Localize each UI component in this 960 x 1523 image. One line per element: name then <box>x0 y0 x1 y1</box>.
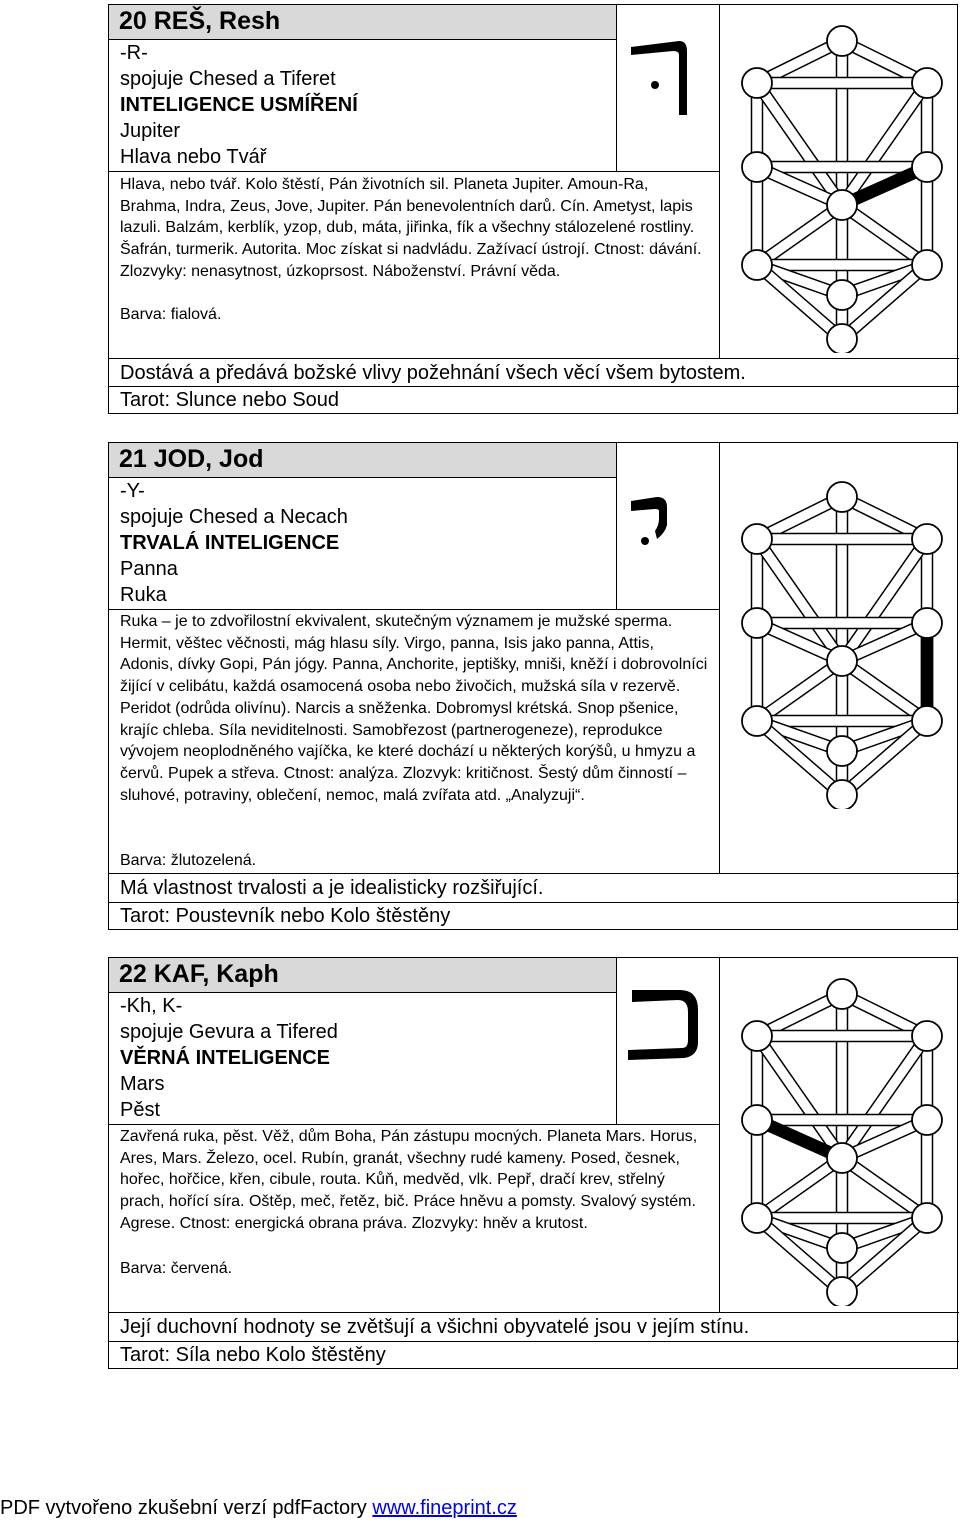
description: Hlava, nebo tvář. Kolo štěstí, Pán životních sil. Planeta Jupiter. Amoun-Ra, Brahma, Indra, Zeus, Jove, Jupiter. Pán benevolentních darů. Cín. Ametyst, lapis lazuli. Balzám, kerblík, yzop, dub, máta, jiřinka, fík a všechny stálozelené rostliny. Šafrán, turmerik. Autorita. Moc získat si nadvládu. Zažívací ústrojí. Ctnost: dávání. Zlozvyky: nenasytnost, úzkoprsost. Náboženství. Právní věda. <box>120 176 702 280</box>
divider <box>109 39 616 40</box>
divider <box>616 443 617 609</box>
tarot-text: Tarot: Poustevník nebo Kolo štěstěny <box>120 905 451 927</box>
divider <box>109 1312 959 1313</box>
tree-of-life-path-chesed-tiferet-icon <box>731 13 953 353</box>
entry-jod <box>108 442 958 930</box>
entry-heading: 20 REŠ, Resh <box>109 5 616 39</box>
hebrew-letter-yod-icon <box>625 491 675 551</box>
intelligence-title: INTELIGENCE USMÍŘENÍ <box>120 94 358 116</box>
divider <box>109 358 959 359</box>
color-text: Barva: červená. <box>120 1260 233 1277</box>
hebrew-letter-resh-icon <box>627 33 691 117</box>
hebrew-letter-kaph-icon <box>624 984 704 1070</box>
transliteration: -Kh, K- <box>120 995 183 1017</box>
transliteration: -R- <box>120 42 148 64</box>
pdf-footer <box>0 1494 517 1522</box>
divider <box>616 5 617 171</box>
divider <box>109 873 959 874</box>
tree-of-life-path-gevura-tiferet-icon <box>731 966 953 1306</box>
divider <box>719 5 720 358</box>
divider <box>109 609 719 610</box>
pdf-footer-text: PDF vytvořeno zkušební verzí pdfFactory <box>0 1497 373 1519</box>
entry-heading: 22 KAF, Kaph <box>109 958 616 992</box>
divider <box>109 477 616 478</box>
connects-text: spojuje Chesed a Tiferet <box>120 68 336 90</box>
quality-text: Dostává a předává božské vlivy požehnání všech věcí všem bytostem. <box>120 362 746 384</box>
astro-sign: Panna <box>120 558 178 580</box>
intelligence-title: TRVALÁ INTELIGENCE <box>120 532 340 554</box>
entry-resh <box>108 4 958 414</box>
divider <box>109 1124 719 1125</box>
divider <box>719 958 720 1312</box>
color-text: Barva: fialová. <box>120 306 222 323</box>
color-text: Barva: žlutozelená. <box>120 852 257 869</box>
connects-text: spojuje Chesed a Necach <box>120 506 348 528</box>
fineprint-link[interactable]: www.fineprint.cz <box>372 1497 517 1519</box>
quality-text: Má vlastnost trvalosti a je idealisticky rozšiřující. <box>120 877 544 899</box>
astro-sign: Mars <box>120 1073 165 1095</box>
transliteration: -Y- <box>120 480 145 502</box>
connects-text: spojuje Gevura a Tifered <box>120 1021 338 1043</box>
tarot-text: Tarot: Slunce nebo Soud <box>120 389 340 411</box>
symbol-text: Ruka <box>120 584 167 606</box>
symbol-text: Pěst <box>120 1099 161 1121</box>
description: Ruka – je to zdvořilostní ekvivalent, skutečným významem je mužské sperma. Hermit, věštec věčnosti, mág hlasu síly. Virgo, panna, Isis jako panna, Attis, Adonis, dívky Gopi, Pán jógy. Panna, Anchorite, jeptišky, mniši, kněží i dobrovolníci žijící v celibátu, každá osamocená osoba nebo živočich, mužská síla v rezervě. Peridot (odrůda olivínu). Narcis a sněženka. Dobromysl krétská. Snop pšenice, krajíc chleba. Síla neviditelnosti. Samobřezost (partnerogeneze), reprodukce vývojem neoplodněného vajíčka, ke které dochází u některých korýšů, u hmyzu a červů. Pupek a střeva. Ctnost: analýza. Zlozvyk: kritičnost. Šestý dům činností – sluhové, potraviny, oblečení, nemoc, malá zvířata atd. „Analyzuji“. <box>120 613 708 804</box>
tree-of-life-path-chesed-necach-icon <box>731 469 953 809</box>
divider <box>109 992 616 993</box>
symbol-text: Hlava nebo Tvář <box>120 146 267 168</box>
description: Zavřená ruka, pěst. Věž, dům Boha, Pán zástupu mocných. Planeta Mars. Horus, Ares, Mars. Železo, ocel. Rubín, granát, všechny rudé kameny. Posed, česnek, hořec, hořčice, křen, cibule, routa. Kůň, medvěd, vlk. Pepř, dračí krev, střelný prach, hořící síra. Oštěp, meč, řetěz, bič. Práce hněvu a pomsty. Svalový systém. Agrese. Ctnost: energická obrana práva. Zlozvyky: hněv a krutost. <box>120 1128 698 1232</box>
divider <box>616 958 617 1124</box>
entry-heading: 21 JOD, Jod <box>109 443 616 477</box>
intelligence-title: VĚRNÁ INTELIGENCE <box>120 1047 331 1069</box>
tarot-text: Tarot: Síla nebo Kolo štěstěny <box>120 1344 386 1366</box>
astro-sign: Jupiter <box>120 120 181 142</box>
divider <box>109 171 719 172</box>
entry-kaf <box>108 957 958 1369</box>
divider <box>719 443 720 873</box>
quality-text: Její duchovní hodnoty se zvětšují a všichni obyvatelé jsou v jejím stínu. <box>120 1316 750 1338</box>
